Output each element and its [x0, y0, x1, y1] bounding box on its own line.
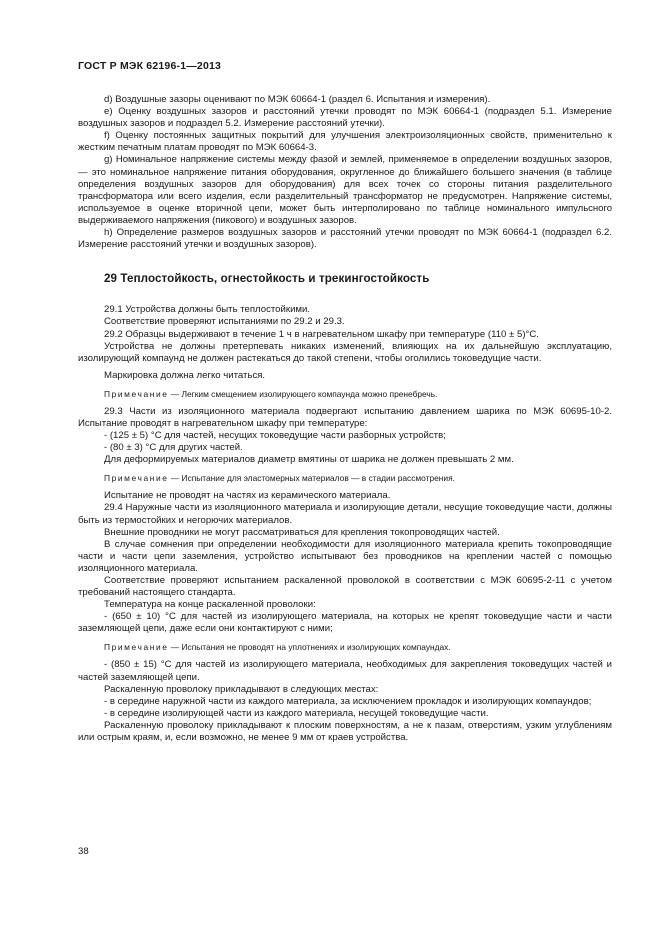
- paragraph-29-2: 29.2 Образцы выдерживают в течение 1 ч в нагревательном шкафу при температуре (110 ± 5)°С.: [104, 328, 539, 340]
- paragraph-29-1: 29.1 Устройства должны быть теплостойкими.: [104, 304, 311, 316]
- note-label: Примечание: [104, 473, 169, 484]
- list-item: - (80 ± 3) °С для других частей.: [104, 442, 243, 454]
- paragraph: Соответствие проверяют испытанием раскаленной проволокой в соответствии с МЭК 60695-2-11 с учетом требований настоящего стандарта.: [78, 575, 612, 599]
- list-item: - (650 ± 10) °С для частей из изолирующего материала, на которых не крепят токоведущие части и части заземляющей цепи, даже если они контактируют с ними;: [78, 611, 612, 635]
- paragraph: Соответствие проверяют испытаниями по 29.2 и 29.3.: [104, 316, 345, 328]
- list-item: - (850 ± 15) °С для частей из изолирующего материала, необходимых для закрепления токоведущих частей и частей заземляющей цепи.: [78, 659, 612, 683]
- clause-g: g) Номинальное напряжение системы между фазой и землей, применяемое в определении воздушных зазоров, — это номинальное напряжение питания оборудования, округленное до ближайшего большего значения (в таблице определения воздушных зазоров для оборудования) для всех точек со стороны питания разделительного трансформатора или всего изделия, если разделительный трансформатор не предусмотрен. Напряжение системы, используемое в оценке вторичной цепи, может быть интерполировано по таблице номинального импульсного выдерживаемого напряжения (пикового) и воздушных зазоров.: [78, 154, 612, 226]
- paragraph: Раскаленную проволоку прикладывают к плоским поверхностям, а не к пазам, отверстиям, узким углублениям или острым краям, и, если возможно, не менее 9 мм от краев устройства.: [78, 719, 612, 744]
- page-content: [78, 94, 612, 744]
- document-header: ГОСТ Р МЭК 62196-1—2013: [78, 60, 222, 72]
- page-number: 38: [78, 846, 89, 857]
- clause-e: е) Оценку воздушных зазоров и расстояний утечки проводят по МЭК 60664-1 (подраздел 5.1. Измерение воздушных зазоров и подраздел 5.2. Измерение расстояний утечки).: [78, 106, 612, 130]
- clause-h: h) Определение размеров воздушных зазоров и расстояний утечки проводят по МЭК 60664-1 (подраздел 6.2. Измерение расстояний утечки и воздушных зазоров).: [78, 227, 612, 251]
- list-item: - в середине наружной части из каждого материала, за исключением прокладок и изолирующих компаундов;: [104, 695, 592, 707]
- paragraph: Устройства не должны претерпевать никаких изменений, влияющих на их дальнейшую эксплуатацию, изолирующий компаунд не должен растекаться до такой степени, чтобы оголились токоведущие части.: [78, 340, 612, 364]
- note: [78, 472, 612, 484]
- paragraph: Испытание не проводят на частях из керамического материала.: [104, 490, 391, 502]
- note-label: Примечание: [104, 642, 169, 653]
- paragraph: В случае сомнения при определении необходимости для изоляционного материала крепить токопроводящие части и части цепи заземления, устройство испытывают без проводников на креплении частей с помощью изоляционного материала.: [78, 538, 612, 574]
- paragraph: Внешние проводники не могут рассматриваться для крепления токопроводящих частей.: [104, 526, 500, 538]
- note: [78, 388, 612, 400]
- paragraph: Температура на конце раскаленной проволоки:: [104, 599, 316, 611]
- note-text: — Легким смещением изолирующего компаунда можно пренебречь.: [168, 388, 438, 399]
- clause-f: f) Оценку постоянных защитных покрытий для улучшения электроизоляционных свойств, применительно к жестким печатным платам проводят по МЭК 60664-3.: [78, 130, 612, 154]
- paragraph-29-3: 29.3 Части из изоляционного материала подвергают испытанию давлением шарика по МЭК 60695-10-2. Испытание проводят в нагревательном шкафу при температуре:: [78, 405, 612, 429]
- paragraph: Раскаленную проволоку прикладывают в следующих местах:: [104, 683, 379, 695]
- paragraph: Маркировка должна легко читаться.: [104, 369, 266, 381]
- note: [78, 641, 612, 653]
- list-item: - (125 ± 5) °С для частей, несущих токоведущие части разборных устройств;: [104, 430, 446, 442]
- note-label: Примечание: [104, 388, 169, 399]
- note-text: — Испытания не проводят на уплотнениях и изолирующих компаундах.: [168, 642, 451, 653]
- list-item: - в середине изолирующей части из каждого материала, несущей токоведущие части.: [104, 707, 489, 719]
- section-heading: 29 Теплостойкость, огнестойкость и трекингостойкость: [104, 272, 430, 286]
- paragraph: Для деформируемых материалов диаметр вмятины от шарика не должен превышать 2 мм.: [104, 454, 514, 466]
- note-text: — Испытание для эластомерных материалов — в стадии рассмотрения.: [168, 473, 455, 484]
- clause-d: d) Воздушные зазоры оценивают по МЭК 60664-1 (раздел 6. Испытания и измерения).: [104, 94, 491, 105]
- paragraph-29-4: 29.4 Наружные части из изоляционного материала и изолирующие детали, несущие токоведущие части, должны быть из термостойких и негорючих материалов.: [78, 502, 612, 526]
